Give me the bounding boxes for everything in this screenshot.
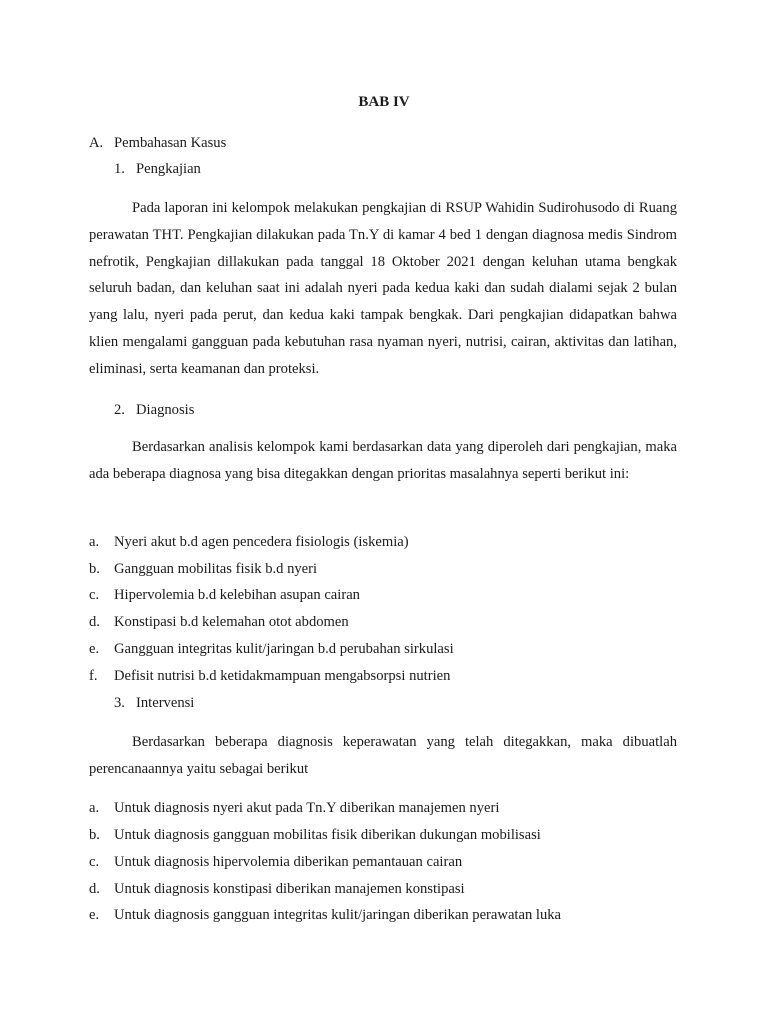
list-item-text: Hipervolemia b.d kelebihan asupan cairan [114, 587, 360, 603]
list-marker: a. [89, 534, 100, 550]
list-item [89, 613, 349, 631]
subsection-heading-text: Diagnosis [136, 402, 195, 418]
list-marker: d. [89, 881, 100, 897]
subsection-marker: 2. [114, 402, 125, 418]
subsection-heading-diagnosis [114, 401, 194, 419]
list-marker: b. [89, 561, 100, 577]
list-item-text: Gangguan integritas kulit/jaringan b.d perubahan sirkulasi [114, 641, 454, 657]
list-item [89, 799, 499, 817]
paragraph-pengkajian: Pada laporan ini kelompok melakukan pengkajian di RSUP Wahidin Sudirohusodo di Ruang perawatan THT. Pengkajian dilakukan pada Tn.Y di kamar 4 bed 1 dengan diagnosa medis Sindrom nefrotik, Pengkajian dillakukan pada tanggal 18 Oktober 2021 dengan keluhan utama bengkak seluruh badan, dan keluhan saat ini adalah nyeri pada kedua kaki dan sudah dialami sejak 2 bulan yang lalu, nyeri pada perut, dan kedua kaki tampak bengkak. Dari pengkajian didapatkan bahwa klien mengalami gangguan pada kebutuhan rasa nyaman nyeri, nutrisi, cairan, aktivitas dan latihan, eliminasi, serta keamanan dan proteksi. [89, 200, 677, 377]
list-marker: c. [89, 587, 100, 603]
list-marker: f. [89, 668, 98, 684]
subsection-heading-text: Pengkajian [136, 161, 201, 177]
paragraph-diagnosis: Berdasarkan analisis kelompok kami berdasarkan data yang diperoleh dari pengkajian, maka ada beberapa diagnosa yang bisa ditegakkan dengan prioritas masalahnya seperti berikut ini: [89, 439, 677, 482]
list-item [89, 880, 465, 898]
list-marker: e. [89, 641, 100, 657]
list-item-text: Defisit nutrisi b.d ketidakmampuan mengabsorpsi nutrien [114, 668, 451, 684]
subsection-marker: 1. [114, 161, 125, 177]
list-item-text: Nyeri akut b.d agen pencedera fisiologis (iskemia) [114, 534, 409, 550]
list-marker: d. [89, 614, 100, 630]
section-heading-text: Pembahasan Kasus [114, 135, 227, 151]
list-item-text: Untuk diagnosis konstipasi diberikan manajemen konstipasi [114, 881, 465, 897]
section-marker: A. [89, 135, 104, 151]
list-item-text: Konstipasi b.d kelemahan otot abdomen [114, 614, 349, 630]
list-item-text: Untuk diagnosis nyeri akut pada Tn.Y diberikan manajemen nyeri [114, 800, 500, 816]
list-item [89, 533, 409, 551]
list-item-text: Untuk diagnosis gangguan integritas kulit/jaringan diberikan perawatan luka [114, 907, 562, 923]
list-item [89, 853, 462, 871]
list-item [89, 560, 317, 578]
list-item [89, 586, 360, 604]
list-item [89, 906, 561, 924]
paragraph-intervensi: Berdasarkan beberapa diagnosis keperawatan yang telah ditegakkan, maka dibuatlah perencanaannya yaitu sebagai berikut [89, 734, 677, 777]
subsection-heading-intervensi [114, 694, 194, 712]
list-item [89, 826, 541, 844]
chapter-title: BAB IV [358, 94, 410, 110]
subsection-heading-text: Intervensi [136, 695, 195, 711]
subsection-heading-pengkajian [114, 160, 201, 178]
list-marker: a. [89, 800, 100, 816]
list-item-text: Gangguan mobilitas fisik b.d nyeri [114, 561, 318, 577]
list-item [89, 640, 454, 658]
list-marker: e. [89, 907, 100, 923]
subsection-marker: 3. [114, 695, 125, 711]
list-item [89, 667, 450, 685]
section-heading-a [89, 134, 226, 152]
list-item-text: Untuk diagnosis gangguan mobilitas fisik diberikan dukungan mobilisasi [114, 827, 541, 843]
list-marker: c. [89, 854, 100, 870]
list-item-text: Untuk diagnosis hipervolemia diberikan pemantauan cairan [114, 854, 463, 870]
list-marker: b. [89, 827, 100, 843]
